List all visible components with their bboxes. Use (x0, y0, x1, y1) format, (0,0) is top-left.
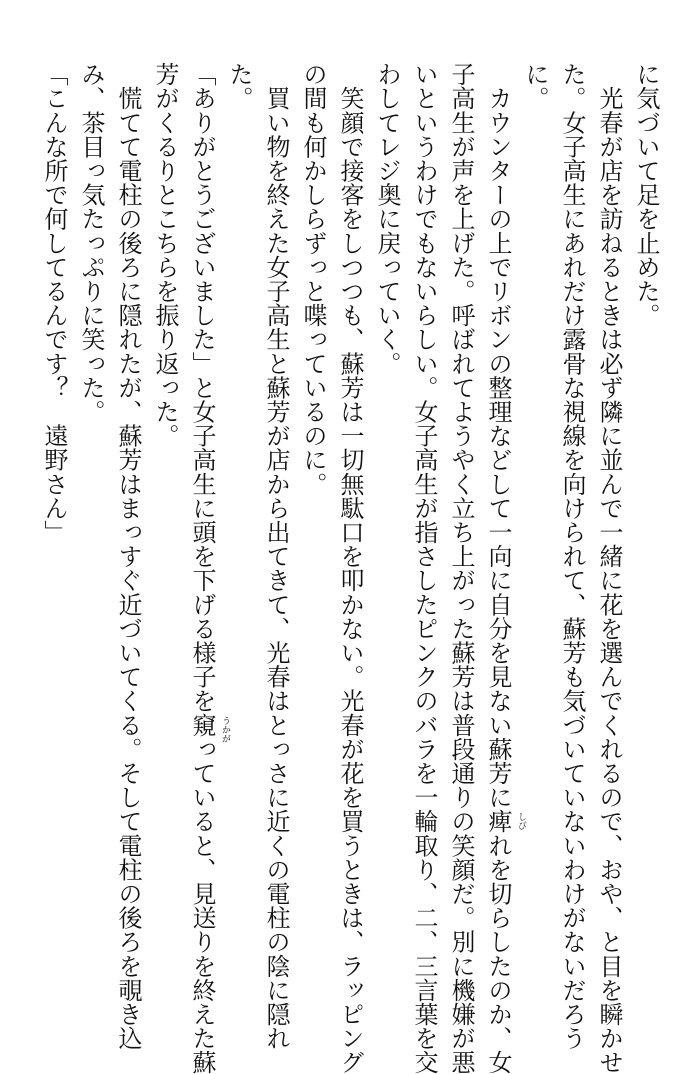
text-line-8: わしてレジ奥に戻っていく。 (373, 62, 401, 376)
text-line-13-end: っていると、見送りを終えた蘇 (188, 736, 216, 1074)
text-line-12: た。 (225, 62, 253, 111)
vertical-text-block (35, 62, 664, 1074)
text-line-15: 慌てて電柱の後ろに隠れたが、蘇芳はまっすぐ近づいてくる。そして電柱の後ろを覗き込 (114, 62, 142, 1051)
ruby-reading-shibi: しび (516, 812, 526, 831)
text-line-6: 子高生が声を上げた。呼ばれてようやく立ち上がった蘇芳は普段通りの笑顔だ。別に機嫌が悪 (447, 62, 475, 1074)
ruby-ukaga (188, 712, 230, 743)
text-line-7: いというわけでもないらしい。女子高生が指さしたピンクのバラを一輪取り、二、三言葉を交 (410, 62, 438, 1074)
text-line-4: に。 (521, 62, 549, 111)
ruby-base-ukaga: 窺 (188, 712, 216, 737)
text-line-14: 芳がくるりとこちらを振り返った。 (151, 62, 179, 448)
text-line-10: の間も何かしらずっと喋っているのに。 (299, 62, 327, 496)
text-line-5-end: れを切らしたのか、女 (484, 833, 512, 1074)
text-line-5 (479, 62, 526, 1074)
ruby-reading-ukaga: うかが (220, 715, 230, 743)
text-line-2: 光春が店を訪ねるときは必ず隣に並んで一緒に花を選んでくれるので、おや、と目を瞬かせ (595, 62, 623, 1074)
text-line-9: 笑顔で接客をしつつも、蘇芳は一切無駄口を叩かない。光春が花を買うときは、ラッピング (336, 62, 364, 1074)
text-line-5-start: カウンターの上でリボンの整理などして一向に自分を見ない蘇芳に (484, 62, 512, 810)
text-line-13 (183, 62, 230, 1074)
text-line-13-start: 「ありがとうございました」と女子高生に頭を下げる様子を (188, 62, 216, 713)
text-line-1: に気づいて足を止めた。 (632, 62, 660, 328)
ruby-base-shibi: 痺 (484, 809, 512, 834)
ruby-shibi (484, 809, 526, 834)
text-line-3: た。女子高生にあれだけ露骨な視線を向けられて、蘇芳も気づいていないわけがないだろう (558, 62, 586, 1051)
text-line-11: 買い物を終えた女子高生と蘇芳が店から出てきて、光春はとっさに近くの電柱の陰に隠れ (262, 62, 290, 1051)
text-line-16: み、茶目っ気たっぷりに笑った。 (77, 62, 105, 424)
text-line-17: 「こんな所で何してるんです？ 遠野さん」 (40, 62, 68, 544)
